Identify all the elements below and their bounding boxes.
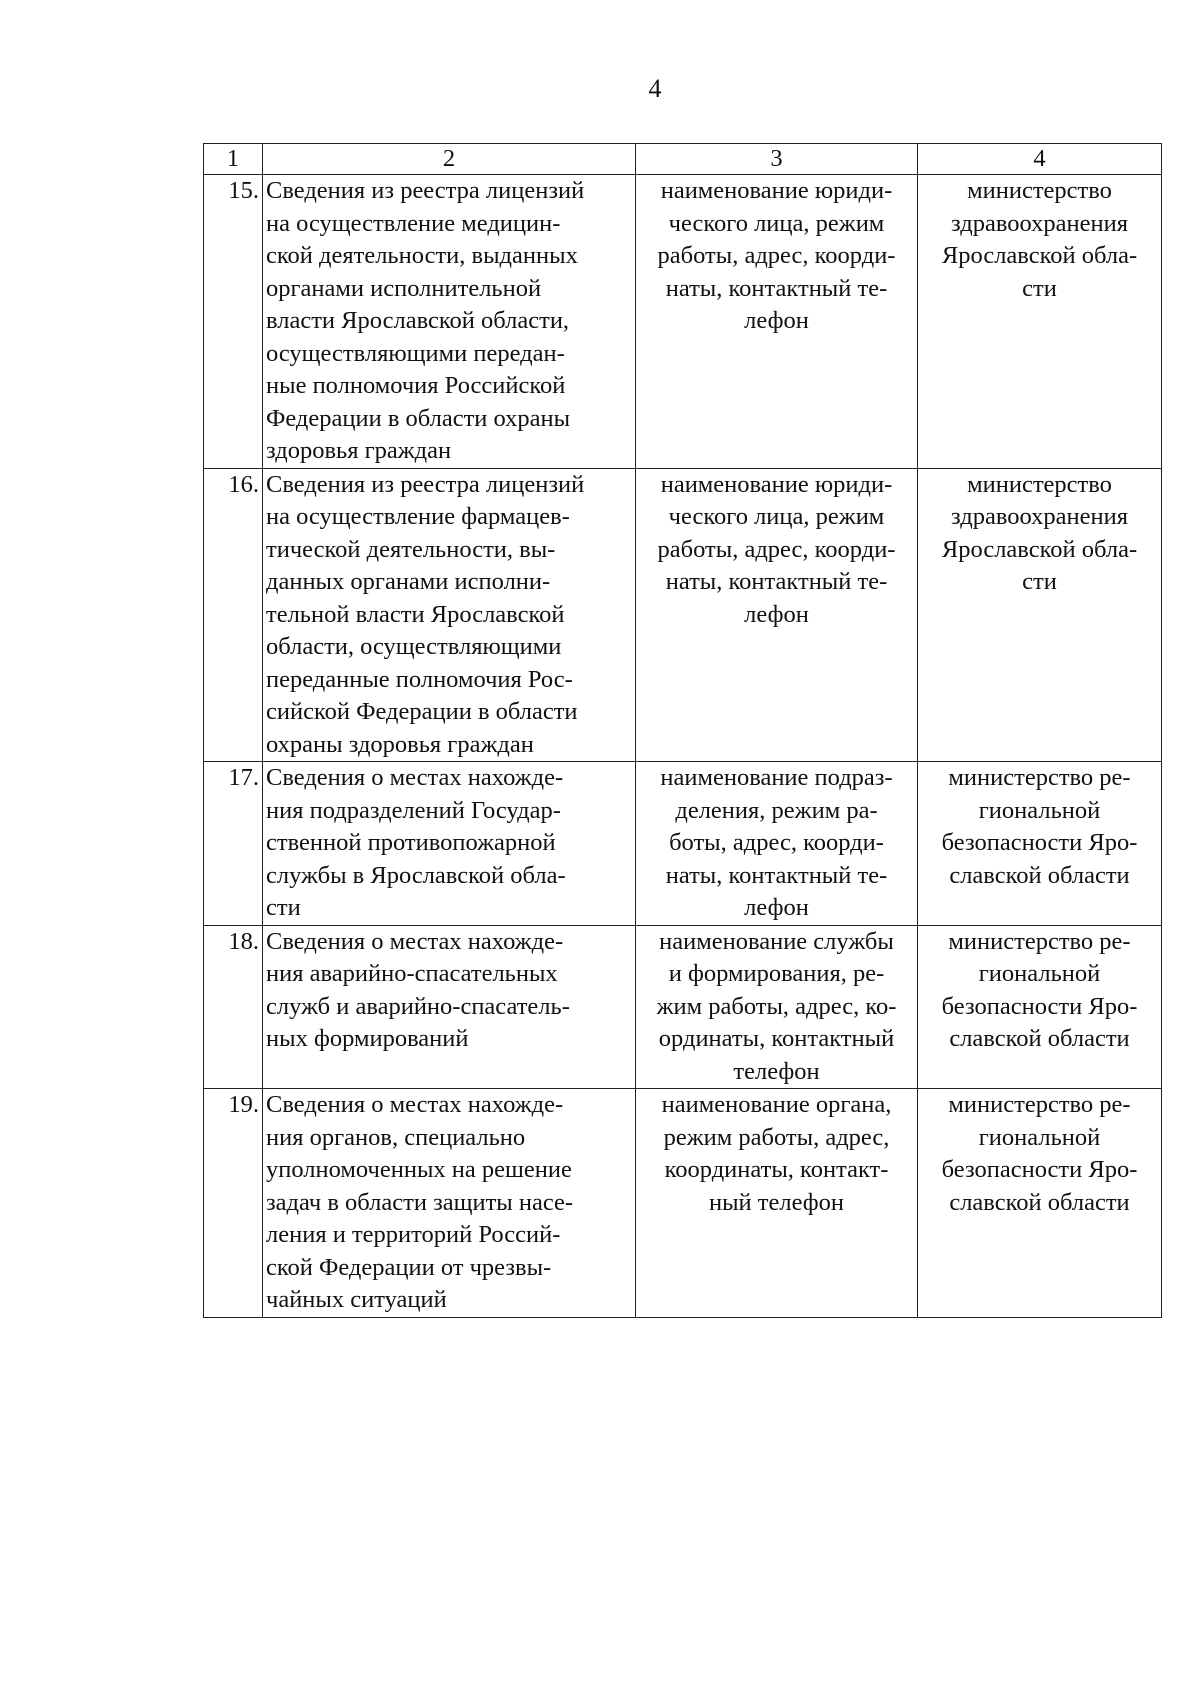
row-info-cell bbox=[636, 175, 918, 469]
row-info-line: ординаты, контактный bbox=[658, 1025, 895, 1052]
table-row bbox=[204, 1089, 1162, 1318]
row-number: 18. bbox=[204, 925, 263, 1089]
row-name-line: ления и территорий Россий- bbox=[266, 1221, 561, 1248]
row-info-line: наименование юриди- bbox=[660, 470, 893, 498]
row-org-line: министерство ре- bbox=[948, 1091, 1131, 1118]
row-name-line: осуществляющими передан- bbox=[266, 339, 565, 367]
row-name-line: ственной противопожарной bbox=[266, 829, 556, 856]
row-name-line: тической деятельности, вы- bbox=[266, 535, 556, 563]
page-number: 4 bbox=[648, 74, 662, 103]
row-info-line: наименование юриди- bbox=[660, 177, 893, 204]
row-name-cell bbox=[263, 762, 636, 926]
row-org-line: здравоохранения bbox=[951, 503, 1128, 530]
row-info-cell bbox=[636, 762, 918, 926]
row-info-line: телефон bbox=[733, 1057, 820, 1085]
row-info-line: наименование органа, bbox=[661, 1091, 892, 1118]
row-name-line: ской деятельности, выданных bbox=[266, 242, 578, 269]
row-org-line: министерство bbox=[967, 177, 1112, 204]
row-org-line: министерство ре- bbox=[948, 764, 1131, 791]
row-org-cell bbox=[918, 762, 1162, 926]
row-org-line: безопасности Яро- bbox=[941, 992, 1138, 1020]
table-row bbox=[204, 762, 1162, 926]
row-name-line: переданные полномочия Рос- bbox=[266, 665, 573, 693]
row-name-line: власти Ярославской области, bbox=[266, 307, 570, 334]
row-info-line: работы, адрес, коорди- bbox=[657, 242, 896, 269]
row-info-line: ческого лица, режим bbox=[668, 209, 885, 237]
row-name-line: Сведения о местах нахожде- bbox=[266, 764, 564, 791]
row-org-line: Ярославской обла- bbox=[941, 535, 1138, 563]
row-org-line: безопасности Яро- bbox=[941, 829, 1138, 856]
table-row bbox=[204, 175, 1162, 469]
row-name-line: служб и аварийно-спасатель- bbox=[266, 992, 570, 1020]
row-name-line: службы в Ярославской обла- bbox=[266, 861, 566, 889]
row-name-line: сти bbox=[266, 894, 301, 921]
row-org-line: славской области bbox=[949, 1025, 1130, 1052]
row-name-line: сийской Федерации в области bbox=[266, 698, 578, 725]
row-name-line: ных формирований bbox=[266, 1025, 469, 1052]
row-info-line: наты, контактный те- bbox=[665, 861, 888, 889]
row-info-line: и формирования, ре- bbox=[668, 960, 885, 987]
row-org-line: министерство ре- bbox=[948, 927, 1131, 955]
row-name-line: ные полномочия Российской bbox=[266, 372, 566, 399]
table-row bbox=[204, 925, 1162, 1089]
row-org-line: министерство bbox=[967, 470, 1112, 498]
row-org-line: гиональной bbox=[978, 1123, 1101, 1151]
row-info-line: наименование службы bbox=[659, 927, 894, 955]
row-name-line: на осуществление медицин- bbox=[266, 209, 561, 237]
row-name-cell bbox=[263, 175, 636, 469]
row-org-cell bbox=[918, 925, 1162, 1089]
row-org-cell bbox=[918, 1089, 1162, 1318]
row-org-line: славской области bbox=[949, 861, 1130, 889]
row-name-line: области, осуществляющими bbox=[266, 633, 562, 660]
row-name-line: ния органов, специально bbox=[266, 1123, 526, 1151]
row-info-line: жим работы, адрес, ко- bbox=[656, 992, 897, 1020]
table-header-row bbox=[204, 144, 1162, 175]
column-header-1: 1 bbox=[204, 144, 263, 175]
row-org-line: славской области bbox=[949, 1188, 1130, 1216]
row-name-line: Сведения из реестра лицензий bbox=[266, 177, 585, 204]
row-name-line: Сведения о местах нахожде- bbox=[266, 927, 564, 955]
row-name-line: задач в области защиты насе- bbox=[266, 1188, 574, 1216]
row-name-line: здоровья граждан bbox=[266, 437, 452, 464]
row-name-line: органами исполнительной bbox=[266, 274, 542, 302]
row-info-line: лефон bbox=[744, 307, 809, 334]
row-name-line: на осуществление фармацев- bbox=[266, 503, 570, 530]
row-org-line: безопасности Яро- bbox=[941, 1156, 1138, 1183]
row-number: 19. bbox=[204, 1089, 263, 1318]
row-org-cell bbox=[918, 468, 1162, 762]
row-info-cell bbox=[636, 1089, 918, 1318]
row-info-line: наименование подраз- bbox=[660, 764, 893, 791]
row-org-line: гиональной bbox=[978, 796, 1101, 824]
row-info-cell bbox=[636, 925, 918, 1089]
row-name-line: уполномоченных на решение bbox=[266, 1156, 572, 1183]
row-info-line: лефон bbox=[744, 894, 809, 921]
row-org-line: сти bbox=[1022, 274, 1057, 302]
row-name-line: охраны здоровья граждан bbox=[266, 730, 534, 758]
row-info-line: координаты, контакт- bbox=[664, 1156, 889, 1183]
table-body bbox=[204, 144, 1162, 1318]
row-org-cell bbox=[918, 175, 1162, 469]
row-name-line: тельной власти Ярославской bbox=[266, 600, 565, 628]
row-info-line: режим работы, адрес, bbox=[663, 1123, 890, 1151]
row-info-line: боты, адрес, коорди- bbox=[669, 829, 884, 856]
row-org-line: сти bbox=[1022, 568, 1057, 595]
row-info-line: наты, контактный те- bbox=[665, 274, 888, 302]
row-org-line: здравоохранения bbox=[951, 209, 1128, 237]
row-number: 16. bbox=[204, 468, 263, 762]
row-number: 15. bbox=[204, 175, 263, 469]
column-header-3: 3 bbox=[636, 144, 918, 175]
row-name-line: Сведения о местах нахожде- bbox=[266, 1091, 564, 1118]
row-name-line: ния аварийно-спасательных bbox=[266, 960, 558, 987]
row-name-line: ния подразделений Государ- bbox=[266, 796, 561, 824]
row-name-cell bbox=[263, 1089, 636, 1318]
row-info-cell bbox=[636, 468, 918, 762]
column-header-4: 4 bbox=[918, 144, 1162, 175]
row-name-line: данных органами исполни- bbox=[266, 568, 551, 595]
row-number: 17. bbox=[204, 762, 263, 926]
column-header-2: 2 bbox=[263, 144, 636, 175]
table-row bbox=[204, 468, 1162, 762]
row-info-line: ный телефон bbox=[708, 1188, 845, 1216]
info-table bbox=[203, 143, 1162, 1318]
row-name-line: чайных ситуаций bbox=[266, 1286, 447, 1313]
row-name-line: ской Федерации от чрезвы- bbox=[266, 1253, 552, 1281]
row-info-line: лефон bbox=[744, 600, 809, 628]
row-info-line: ческого лица, режим bbox=[668, 503, 885, 530]
row-name-line: Сведения из реестра лицензий bbox=[266, 470, 585, 498]
row-name-line: Федерации в области охраны bbox=[266, 404, 571, 432]
row-org-line: гиональной bbox=[978, 960, 1101, 987]
row-info-line: работы, адрес, коорди- bbox=[657, 535, 896, 563]
row-info-line: деления, режим ра- bbox=[675, 796, 878, 824]
row-name-cell bbox=[263, 468, 636, 762]
row-org-line: Ярославской обла- bbox=[941, 242, 1138, 269]
row-name-cell bbox=[263, 925, 636, 1089]
row-info-line: наты, контактный те- bbox=[665, 568, 888, 595]
